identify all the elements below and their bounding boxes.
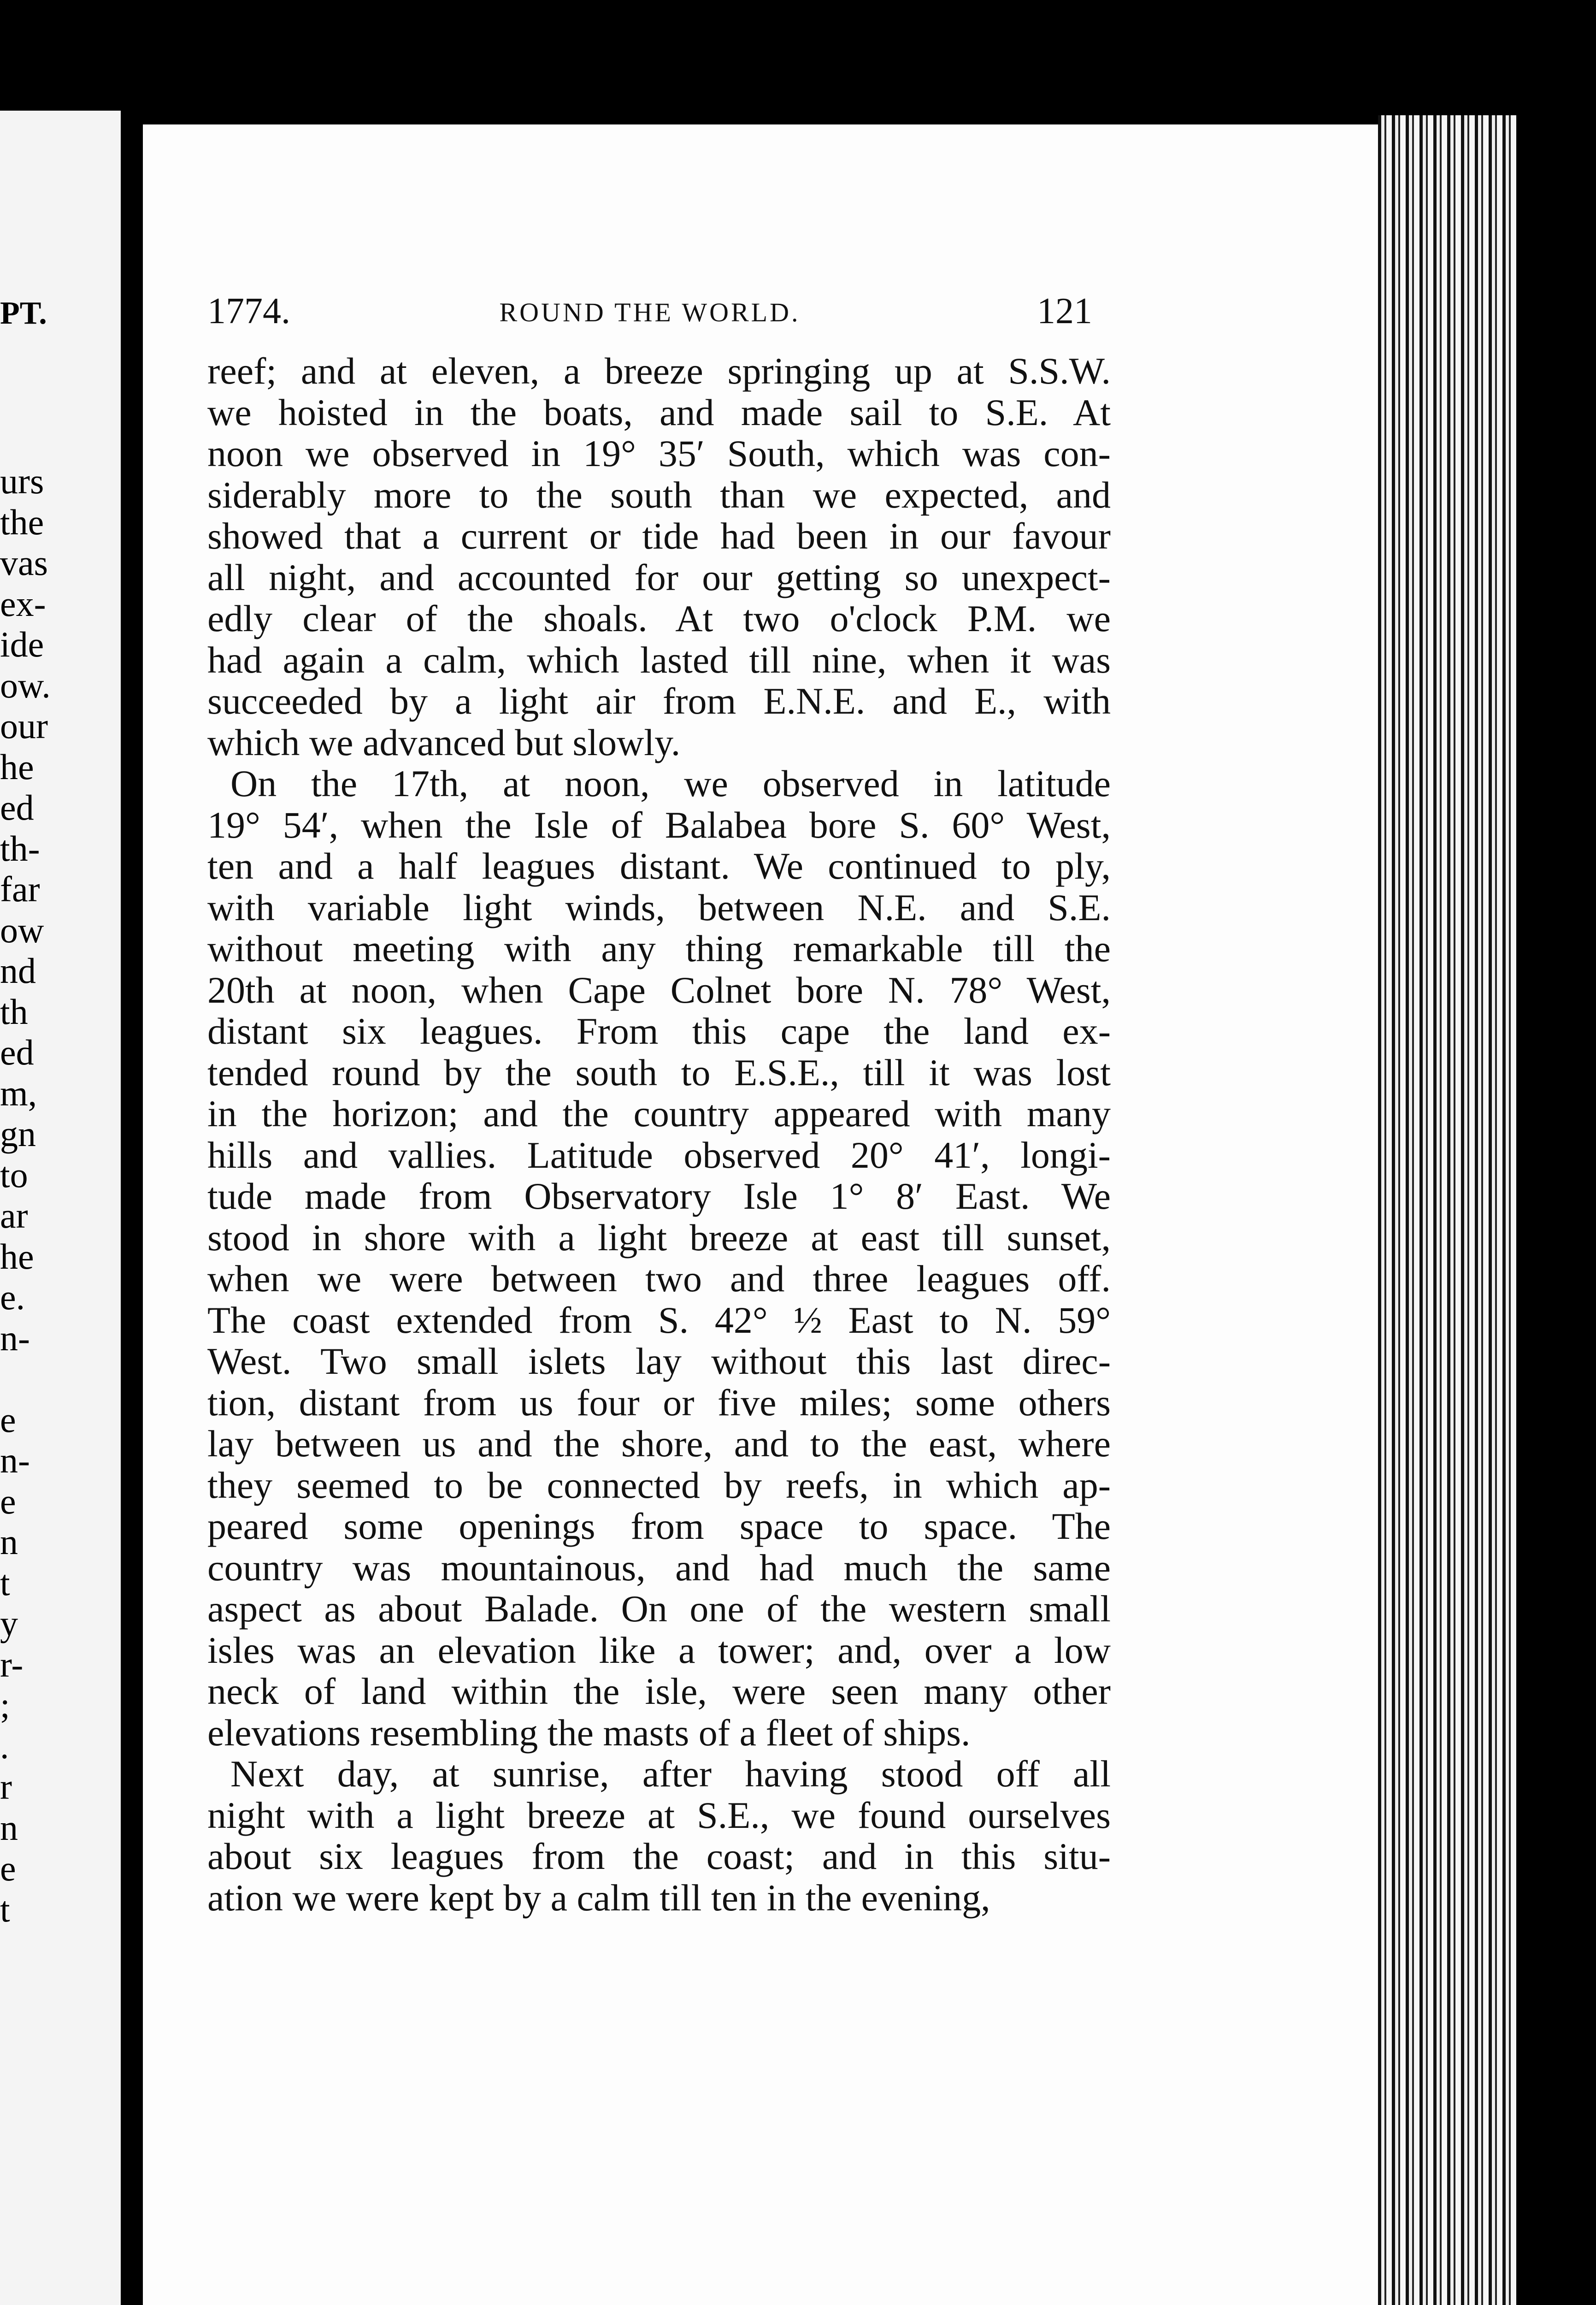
previous-page-fragment: gn (0, 1114, 36, 1154)
text-line: tended round by the south to E.S.E., till it was lost (207, 1051, 1111, 1093)
previous-page-fragment: e (0, 1848, 16, 1888)
previous-page-fragment: ed (0, 1032, 34, 1072)
text-line: succeeded by a light air from E.N.E. and E., with (207, 680, 1111, 722)
previous-page-fragment: vas (0, 543, 48, 583)
previous-page-fragment: urs (0, 461, 44, 501)
previous-page-fragment: he (0, 746, 34, 787)
previous-page-fragment: nd (0, 951, 36, 991)
previous-page-fragment: ow (0, 910, 44, 950)
text-line: distant six leagues. From this cape the land ex- (207, 1010, 1111, 1052)
previous-page-fragment: y (0, 1603, 18, 1643)
text-line: edly clear of the shoals. At two o'clock P.M. we (207, 597, 1111, 639)
previous-page-fragment: our (0, 706, 48, 746)
previous-page-fragment: t (0, 1562, 10, 1603)
previous-page-strip (0, 111, 121, 2305)
previous-page-fragment: e (0, 1399, 16, 1440)
text-line: in the horizon; and the country appeared with many (207, 1093, 1111, 1135)
previous-page-fragment: to (0, 1154, 28, 1195)
text-line: noon we observed in 19° 35′ South, which was con- (207, 432, 1111, 474)
page-number: 121 (1037, 291, 1092, 331)
previous-page-fragment: ed (0, 787, 34, 827)
previous-page-running-head: PT. (0, 296, 47, 331)
text-line: when we were between two and three leagues off. (207, 1258, 1111, 1300)
text-line: which we advanced but slowly. (207, 721, 681, 763)
text-line: ation we were kept by a calm till ten in the evening, (207, 1876, 990, 1919)
text-line: without meeting with any thing remarkable till the (207, 928, 1111, 969)
text-line: peared some openings from space to space. The (207, 1505, 1111, 1547)
text-line: country was mountainous, and had much the same (207, 1546, 1111, 1589)
previous-page-fragment: far (0, 869, 40, 909)
text-line: ten and a half leagues distant. We continued to ply, (207, 845, 1111, 887)
text-line: elevations resembling the masts of a fleet of ships. (207, 1711, 971, 1754)
text-line: night with a light breeze at S.E., we found ourselves (207, 1794, 1111, 1836)
previous-page-fragment: e. (0, 1277, 25, 1317)
previous-page-fragment: r- (0, 1644, 24, 1684)
text-line: we hoisted in the boats, and made sail to S.E. At (207, 391, 1111, 433)
previous-page-fragment: r (0, 1767, 12, 1807)
text-line: On the 17th, at noon, we observed in latitude (230, 762, 1111, 804)
previous-page-fragment: ide (0, 624, 44, 664)
page-edges (1378, 115, 1516, 2305)
previous-page-fragment: m, (0, 1073, 37, 1113)
text-line: all night, and accounted for our getting so unexpect- (207, 556, 1111, 598)
previous-page-fragment: n- (0, 1440, 30, 1480)
paragraph (207, 350, 1111, 763)
previous-page-fragment: e (0, 1481, 16, 1521)
previous-page-fragment: n (0, 1522, 18, 1562)
text-line: had again a calm, which lasted till nine, when it was (207, 638, 1111, 681)
text-line: West. Two small islets lay without this last direc- (207, 1340, 1111, 1382)
text-line: they seemed to be connected by reefs, in which ap- (207, 1464, 1111, 1506)
text-line: Next day, at sunrise, after having stood off all (230, 1753, 1111, 1795)
text-line: with variable light winds, between N.E. and S.E. (207, 886, 1111, 928)
text-line: about six leagues from the coast; and in this situ- (207, 1835, 1111, 1877)
text-line: showed that a current or tide had been in our favour (207, 515, 1111, 557)
text-line: 20th at noon, when Cape Colnet bore N. 78° West, (207, 969, 1111, 1011)
scan-border (1516, 0, 1596, 2305)
previous-page-fragment: . (0, 1726, 9, 1766)
text-line: aspect as about Balade. On one of the western small (207, 1588, 1111, 1630)
previous-page-fragment: the (0, 502, 44, 542)
previous-page-fragment: ; (0, 1685, 10, 1725)
text-line: tion, distant from us four or five miles; some others (207, 1381, 1111, 1424)
previous-page-fragment: he (0, 1236, 34, 1277)
paragraph (207, 1753, 1111, 1918)
text-line: hills and vallies. Latitude observed 20° 41′, longi- (207, 1134, 1111, 1176)
text-line: reef; and at eleven, a breeze springing up at S.S.W. (207, 350, 1111, 392)
header-title: ROUND THE WORLD. (499, 297, 801, 327)
previous-page-fragment: th (0, 991, 28, 1032)
text-line: siderably more to the south than we expected, and (207, 473, 1111, 516)
running-header (207, 290, 1092, 341)
text-line: tude made from Observatory Isle 1° 8′ East. We (207, 1175, 1111, 1217)
previous-page-fragment: ow. (0, 665, 51, 705)
book-page (143, 124, 1387, 2305)
text-line: neck of land within the isle, were seen many other (207, 1670, 1111, 1712)
paragraph (207, 763, 1111, 1753)
header-year: 1774. (207, 291, 290, 331)
gutter (121, 111, 143, 2305)
text-line: lay between us and the shore, and to the east, where (207, 1423, 1111, 1465)
previous-page-fragment: th- (0, 828, 40, 869)
text-line: 19° 54′, when the Isle of Balabea bore S. 60° West, (207, 804, 1111, 846)
text-line: The coast extended from S. 42° ½ East to N. 59° (207, 1299, 1111, 1341)
previous-page-fragment: n (0, 1807, 18, 1848)
body-text (207, 350, 1111, 1918)
previous-page-fragment: ex- (0, 583, 46, 624)
text-line: isles was an elevation like a tower; and, over a low (207, 1629, 1111, 1671)
previous-page-fragment: n- (0, 1318, 30, 1358)
previous-page-fragment: ar (0, 1195, 28, 1235)
text-line: stood in shore with a light breeze at east till sunset, (207, 1216, 1111, 1259)
previous-page-fragment: t (0, 1889, 10, 1929)
